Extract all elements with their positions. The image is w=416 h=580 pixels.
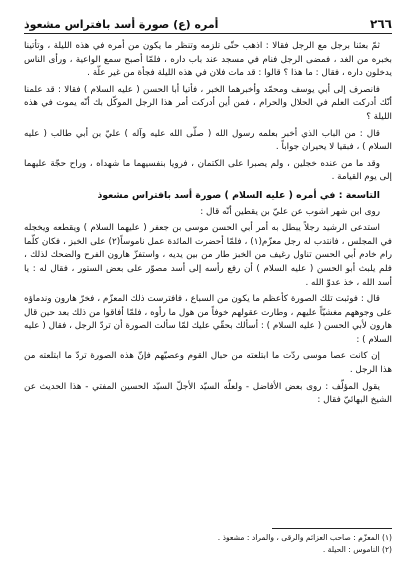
paragraph: فانصرف إلى أبي يوسف ومحمّد وأخبرهما الخبر ، فأتيا أبا الحسن ( عليه السلام ) فقالا : قد علمنا أنّك أدركت العلم في الحلال والحرام ، فمن أين أدركت أمر هذا الرجل الموكّل بك أنّه يموت في هذه الليلة ؟ — [24, 84, 392, 122]
paragraph: إن كانت عصا موسى ردّت ما ابتلعته من حبال القوم وعصيّهم فإنّ هذه الصورة تردّ ما ابتلعته من هذا الرجل . — [24, 351, 392, 376]
paragraph: وقد ما من عنده خجلين ، ولم يصبرا على الكتمان ، فرويا بنفسيهما ما شهداه ، وراح حجّة عليهما إلى يوم القيامة . — [24, 158, 392, 183]
page-number: ٢٦٦ — [370, 17, 392, 31]
body-text — [24, 40, 392, 411]
paragraph: يقول المؤلّف : روى بعض الأفاضل - ولعلّه السيّد الأجلّ السيّد الحسين المفتي - هذا الحديث عن الشيخ البهائيّ فقال : — [24, 381, 392, 406]
running-title: أمره (ع) صورة أسد بافتراس مشعوذ — [24, 18, 219, 31]
paragraph: قال : فوثبت تلك الصورة كأعظم ما يكون من السباع ، فافترست ذلك المعزّم ، فخرّ هارون وندماؤه على وجوههم مغشيّاً عليهم ، وطارت عقولهم خوفاً من هول ما رأوه ، فلمّا أفاقوا من ذلك بعد حين قال هارون لأبي الحسن ( عليه السلام ) : أسألك بحقّي عليك لمّا سألت الصورة أن تردّ الرجل ، فقال ( عليه السلام ) : — [24, 294, 392, 345]
paragraph: استدعى الرشيد رجلاً يبطل به أمر أبي الحسن موسى بن جعفر ( عليهما السلام ) ويقطعه ويخجله في المجلس ، فانتدب له رجل معزّم(١) ، فلمّا أحضرت المائدة عمل ناموساً(٢) على الخبز ، فكان كلّما رام خادم أبي الحسن تناول رغيف من الخبز طار من بين يديه ، واستفزّ هارون الفرح والضحك لذلك ، فلم يلبث أبو الحسن ( عليه السلام ) أن رفع رأسه إلى أسد مصوّر على بعض الستور ، فقال له : يا أسد الله ، خذ عدوّ الله . — [24, 223, 392, 288]
footnote-divider — [272, 528, 392, 529]
footnote: (٢) الناموس : الحيلة . — [322, 545, 392, 554]
footnotes — [24, 528, 392, 556]
paragraph: روى ابن شهر اشوب عن عليّ بن يقطين أنّه قال : — [200, 206, 380, 217]
paragraph: قال : من الباب الذي أخبر بعلمه رسول الله ( صلّى الله عليه وآله ) عليّ بن أبي طالب ( عليه السلام ) ، فبقيا لا يحيران جواباً . — [24, 128, 392, 153]
page-header — [24, 12, 392, 34]
section-heading: التاسعة : في أمره ( عليه السلام ) صورة أسد بافتراس مشعوذ — [97, 189, 380, 201]
paragraph: ثمّ بعثنا برجل مع الرجل فقالا : اذهب حتّى تلزمه وتنظر ما يكون من أمره في هذه الليلة ، وتأتينا بخبره من الغد ، فمضى الرجل فنام في مسجد عند باب داره ، فلمّا أصبح سمع الواعية ، ورأى الناس يدخلون داره ، فقال : ما هذا ؟ قالوا : قد مات فلان في هذه الليلة فجأة من غير علّة . — [24, 41, 392, 79]
footnote: (١) المعزّم : صاحب العزائم والرقى ، والمراد : مشعوذ . — [217, 533, 392, 542]
